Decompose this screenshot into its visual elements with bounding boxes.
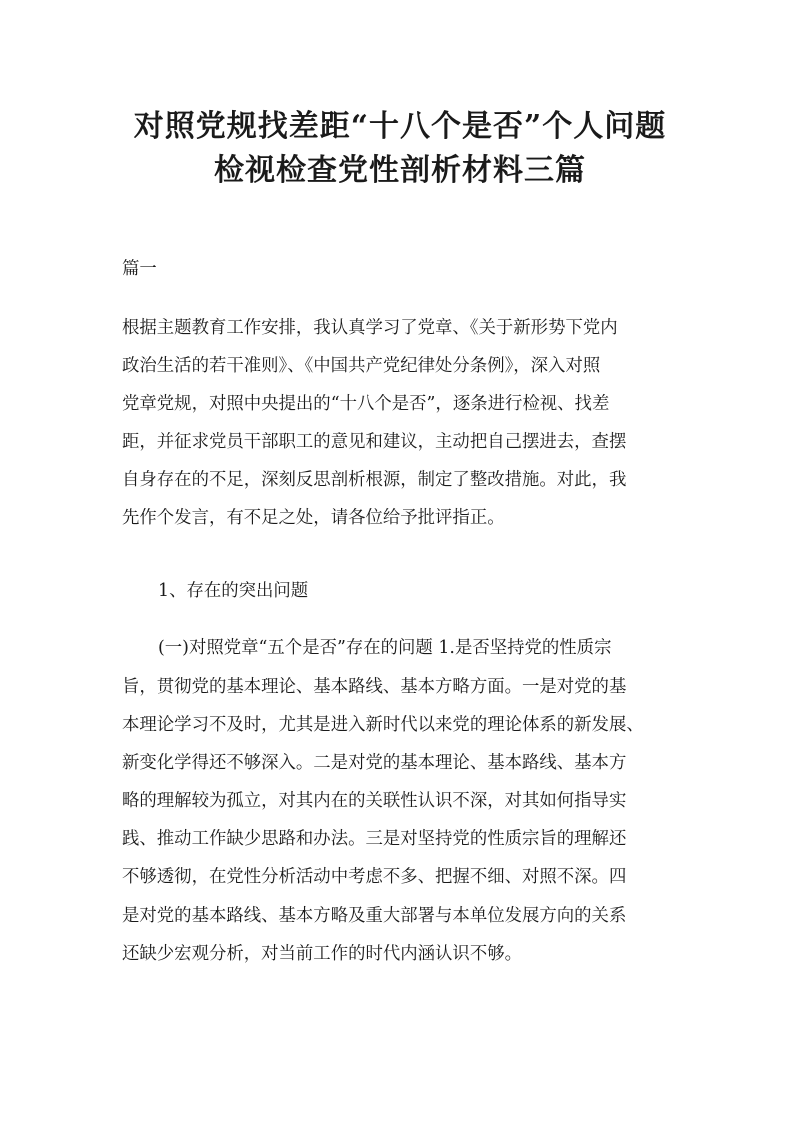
document-title-line-2: 检视检查党性剖析材料三篇: [214, 153, 586, 188]
body-line-2: 旨，贯彻党的基本理论、基本路线、基本方略方面。一是对党的基: [122, 677, 627, 697]
body-line-9: 还缺少宏观分析，对当前工作的时代内涵认识不够。: [122, 944, 522, 964]
intro-line-2: 政治生活的若干准则》、《中国共产党纪律处分条例》，深入对照: [122, 356, 601, 376]
section-heading: 1、存在的突出问题: [158, 581, 309, 601]
intro-line-3: 党章党规，对照中央提出的“十八个是否”，逐条进行检视、找差: [122, 394, 610, 414]
document-title-line-1: 对照党规找差距“十八个是否”个人问题: [133, 109, 667, 144]
body-line-3: 本理论学习不及时，尤其是进入新时代以来党的理论体系的新发展、: [122, 715, 644, 735]
body-line-1: (一)对照党章“五个是否”存在的问题 1.是否坚持党的性质宗: [158, 638, 612, 658]
intro-line-5: 自身存在的不足，深刻反思剖析根源，制定了整改措施。对此，我: [122, 470, 627, 490]
body-line-4: 新变化学得还不够深入。二是对党的基本理论、基本路线、基本方: [122, 753, 627, 773]
body-line-7: 不够透彻，在党性分析活动中考虑不多、把握不细、对照不深。四: [122, 867, 627, 887]
body-line-6: 践、推动工作缺少思路和办法。三是对坚持党的性质宗旨的理解还: [122, 829, 627, 849]
intro-line-6: 先作个发言，有不足之处，请各位给予批评指正。: [122, 508, 505, 528]
intro-line-4: 距，并征求党员干部职工的意见和建议，主动把自己摆进去，查摆: [122, 432, 627, 452]
body-line-5: 略的理解较为孤立，对其内在的关联性认识不深，对其如何指导实: [122, 791, 627, 811]
section-label: 篇一: [122, 259, 157, 279]
intro-line-1: 根据主题教育工作安排，我认真学习了党章、《关于新形势下党内: [122, 318, 618, 338]
body-line-8: 是对党的基本路线、基本方略及重大部署与本单位发展方向的关系: [122, 906, 627, 926]
